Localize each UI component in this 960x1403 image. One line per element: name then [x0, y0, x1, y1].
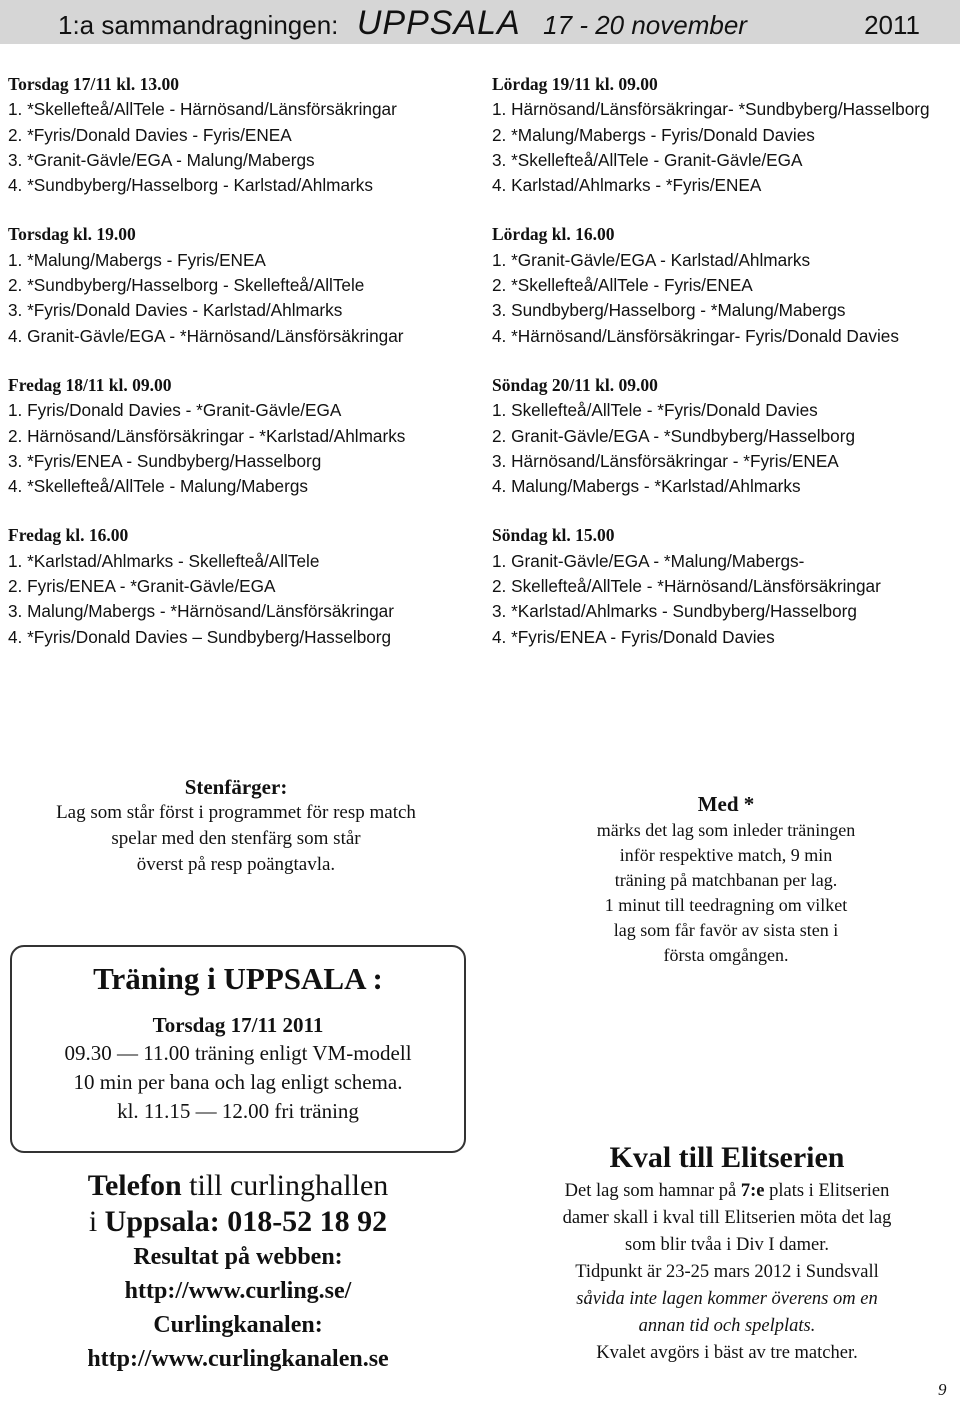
training-box: [10, 945, 466, 1153]
training-day: Torsdag 17/11 2011: [152, 1013, 324, 1037]
game-line: 1. *Karlstad/Ahlmarks - Skellefteå/AllTele: [8, 550, 320, 571]
session: [492, 523, 952, 649]
phone-prefix: i: [88, 1205, 105, 1238]
asterisk-note: [530, 790, 922, 968]
header-left: [58, 4, 747, 43]
training-line: kl. 11.15 — 12.00 fri träning: [117, 1099, 359, 1123]
asterisk-note-line: första omgången.: [663, 945, 789, 965]
game-line: 2. *Fyris/Donald Davies - Fyris/ENEA: [8, 124, 292, 145]
game-line: 2. Granit-Gävle/EGA - *Sundbyberg/Hasselborg: [492, 425, 856, 446]
session-title: Lördag 19/11 kl. 09.00: [492, 74, 658, 94]
game-line: 1. Fyris/Donald Davies - *Granit-Gävle/EGA: [8, 400, 342, 421]
schedule-right-column: [492, 72, 952, 674]
asterisk-note-title: Med *: [697, 792, 755, 816]
header-lead: 1:a sammandragningen:: [58, 10, 339, 40]
schedule-left-column: [8, 72, 478, 674]
results-label: Resultat på webben:: [133, 1244, 343, 1270]
phone-city: Uppsala: [104, 1205, 210, 1238]
phone-number: : 018-52 18 92: [209, 1205, 388, 1238]
session: [8, 373, 478, 499]
training-line: 09.30 — 11.00 träning enligt VM-modell: [64, 1041, 412, 1065]
session: [8, 523, 478, 649]
phone-label: Telefon: [87, 1169, 182, 1202]
qualification-note: [505, 1138, 949, 1367]
game-line: 4. *Sundbyberg/Hasselborg - Karlstad/Ahlmarks: [8, 175, 373, 196]
session-title: Lördag kl. 16.00: [492, 224, 615, 245]
asterisk-note-line: träning på matchbanan per lag.: [614, 870, 838, 890]
asterisk-note-line: lag som får favör av sista sten i: [613, 920, 839, 940]
game-line: 1. Granit-Gävle/EGA - *Malung/Mabergs-: [492, 550, 805, 571]
game-line: 1. *Malung/Mabergs - Fyris/ENEA: [8, 249, 266, 270]
game-line: 1. Skellefteå/AllTele - *Fyris/Donald Davies: [492, 400, 818, 421]
qualification-line: såvida inte lagen kommer överens om en: [576, 1289, 878, 1309]
game-line: 3. Malung/Mabergs - *Härnösand/Länsförsäkringar: [8, 601, 394, 622]
asterisk-note-line: 1 minut till teedragning om vilket: [604, 895, 848, 915]
game-line: 1. *Granit-Gävle/EGA - Karlstad/Ahlmarks: [492, 249, 811, 270]
game-line: 2. *Sundbyberg/Hasselborg - Skellefteå/AllTele: [8, 275, 365, 296]
qualification-line-post: plats i Elitserien: [764, 1181, 890, 1201]
session: [492, 72, 952, 198]
stone-colors-line: spelar med den stenfärg som står: [111, 828, 361, 849]
qualification-line: damer skall i kval till Elitserien möta det lag: [562, 1208, 892, 1228]
channel-label: Curlingkanalen:: [153, 1312, 323, 1338]
game-line: 3. *Fyris/ENEA - Sundbyberg/Hasselborg: [8, 450, 322, 471]
page-header: [0, 0, 960, 44]
game-line: 3. Härnösand/Länsförsäkringar - *Fyris/ENEA: [492, 450, 839, 471]
game-line: 3. *Skellefteå/AllTele - Granit-Gävle/EGA: [492, 149, 803, 170]
game-line: 2. Fyris/ENEA - *Granit-Gävle/EGA: [8, 576, 276, 597]
session: [8, 72, 478, 198]
header-year: 2011: [864, 10, 920, 40]
phone-line-2: [10, 1204, 466, 1240]
game-line: 3. Sundbyberg/Hasselborg - *Malung/Mabergs: [492, 300, 846, 321]
training-title: Träning i UPPSALA :: [93, 961, 383, 996]
game-line: 4. Granit-Gävle/EGA - *Härnösand/Länsförsäkringar: [8, 325, 404, 346]
session-title: Torsdag kl. 19.00: [8, 224, 136, 245]
phone-label-rest: till curlinghallen: [181, 1169, 389, 1202]
game-line: 4. *Fyris/ENEA - Fyris/Donald Davies: [492, 626, 775, 647]
qualification-line: som blir tvåa i Div I damer.: [625, 1235, 829, 1255]
game-line: 2. *Skellefteå/AllTele - Fyris/ENEA: [492, 275, 753, 296]
header-dates: 17 - 20 november: [543, 10, 747, 40]
qualification-line: Kvalet avgörs i bäst av tre matcher.: [596, 1343, 858, 1363]
stone-colors-line: Lag som står först i programmet för resp match: [56, 802, 416, 823]
qualification-line-pre: Det lag som hamnar på: [564, 1181, 741, 1201]
asterisk-note-line: inför respektive match, 9 min: [619, 845, 833, 865]
contact-info: [10, 1168, 466, 1376]
game-line: 3. *Karlstad/Ahlmarks - Sundbyberg/Hasselborg: [492, 601, 857, 622]
game-line: 2. *Malung/Mabergs - Fyris/Donald Davies: [492, 124, 815, 145]
qualification-place: 7:e: [740, 1181, 765, 1201]
game-line: 4. *Härnösand/Länsförsäkringar- Fyris/Donald Davies: [492, 325, 899, 346]
stone-colors-line: överst på resp poängtavla.: [136, 854, 336, 875]
session: [8, 222, 478, 348]
qualification-line: [505, 1178, 949, 1205]
game-line: 3. *Granit-Gävle/EGA - Malung/Mabergs: [8, 149, 315, 170]
game-line: 4. Karlstad/Ahlmarks - *Fyris/ENEA: [492, 175, 762, 196]
qualification-line: annan tid och spelplats.: [638, 1316, 816, 1336]
stone-colors-title: Stenfärger:: [184, 775, 288, 799]
channel-link[interactable]: http://www.curlingkanalen.se: [87, 1346, 389, 1372]
page-number: 9: [938, 1380, 947, 1399]
session: [492, 222, 952, 348]
header-city: UPPSALA: [356, 4, 521, 42]
session-title: Torsdag 17/11 kl. 13.00: [8, 74, 179, 94]
session: [492, 373, 952, 499]
qualification-title: Kval till Elitserien: [609, 1141, 845, 1174]
session-title: Söndag kl. 15.00: [492, 525, 615, 546]
game-line: 1. Härnösand/Länsförsäkringar- *Sundbyberg/Hasselborg: [492, 99, 930, 120]
results-link[interactable]: http://www.curling.se/: [124, 1278, 352, 1304]
phone-line-1: [10, 1168, 466, 1204]
game-line: 2. Härnösand/Länsförsäkringar - *Karlstad/Ahlmarks: [8, 425, 406, 446]
game-line: 3. *Fyris/Donald Davies - Karlstad/Ahlmarks: [8, 300, 343, 321]
session-title: Fredag 18/11 kl. 09.00: [8, 374, 172, 395]
game-line: 4. Malung/Mabergs - *Karlstad/Ahlmarks: [492, 476, 801, 497]
stone-colors-note: [16, 774, 456, 878]
asterisk-note-line: märks det lag som inleder träningen: [596, 820, 856, 840]
game-line: 4. *Skellefteå/AllTele - Malung/Mabergs: [8, 476, 308, 497]
game-line: 1. *Skellefteå/AllTele - Härnösand/Länsförsäkringar: [8, 99, 397, 120]
game-line: 4. *Fyris/Donald Davies – Sundbyberg/Hasselborg: [8, 626, 392, 647]
training-line: 10 min per bana och lag enligt schema.: [73, 1070, 403, 1094]
qualification-line: Tidpunkt är 23-25 mars 2012 i Sundsvall: [575, 1262, 879, 1282]
session-title: Fredag kl. 16.00: [8, 525, 129, 546]
session-title: Söndag 20/11 kl. 09.00: [492, 374, 658, 395]
game-line: 2. Skellefteå/AllTele - *Härnösand/Länsförsäkringar: [492, 576, 881, 597]
